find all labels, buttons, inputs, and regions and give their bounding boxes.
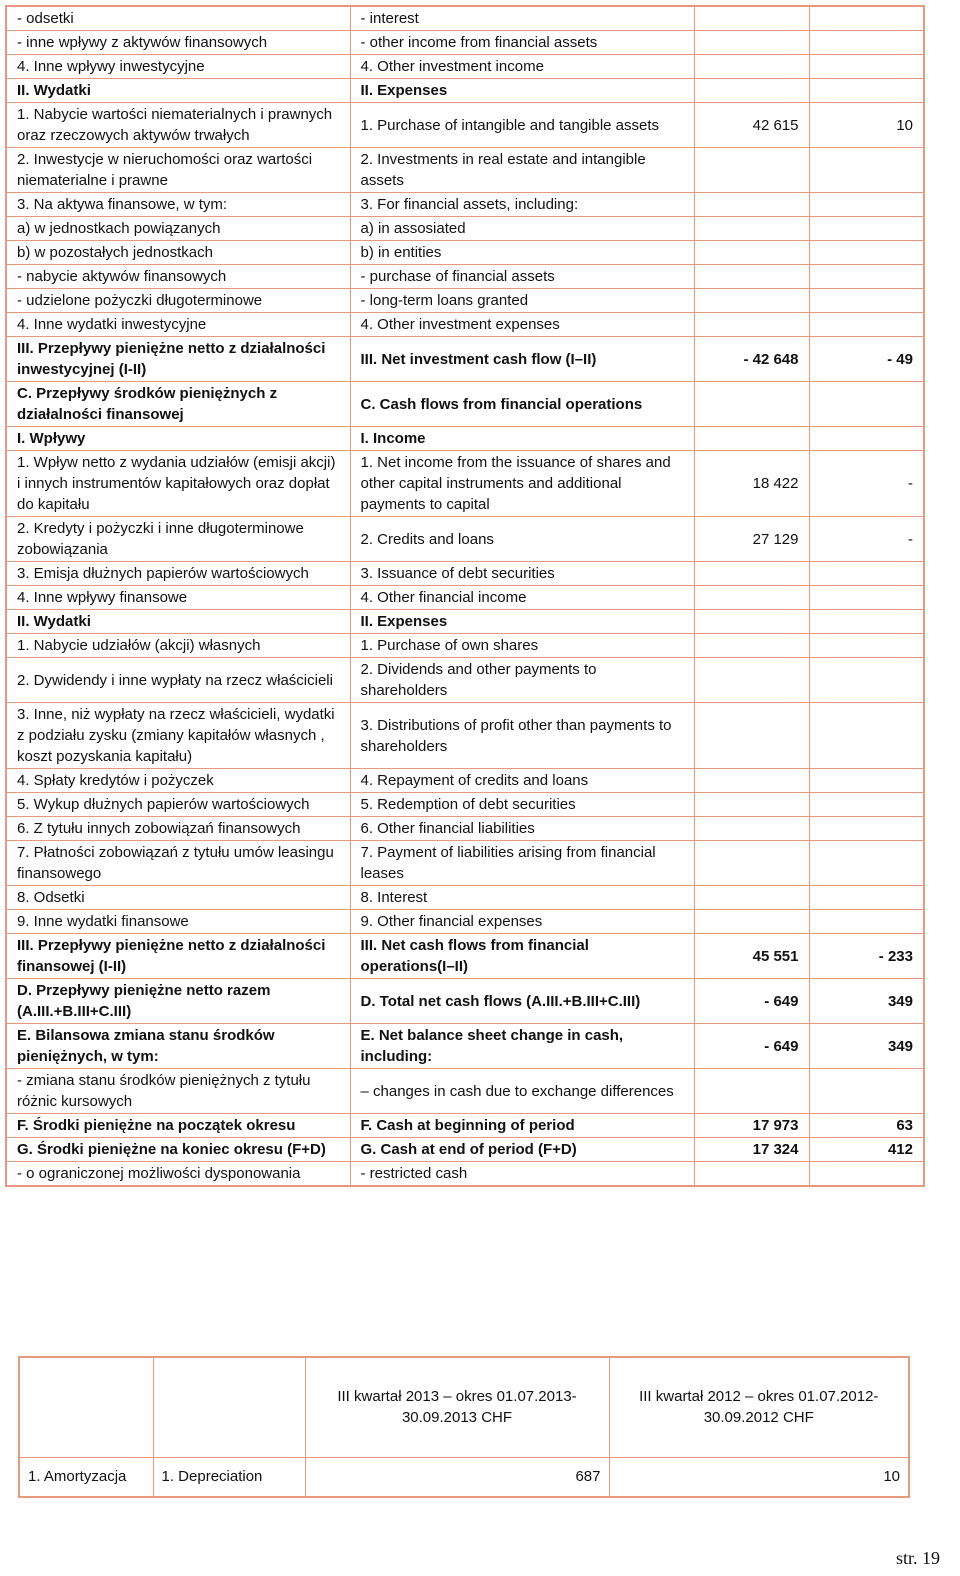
label-pl: 5. Wykup dłużnych papierów wartościowych — [6, 793, 350, 817]
value-2012 — [809, 769, 924, 793]
value-2012: 63 — [809, 1114, 924, 1138]
label-en: 2. Dividends and other payments to shareholders — [350, 658, 694, 703]
value-2012 — [809, 313, 924, 337]
value-2012 — [809, 841, 924, 886]
value-2012: 349 — [809, 1024, 924, 1069]
table-row — [6, 427, 924, 451]
label-en: 4. Repayment of credits and loans — [350, 769, 694, 793]
value-2013 — [694, 289, 809, 313]
value-2012 — [809, 217, 924, 241]
table-row — [6, 586, 924, 610]
value-2013 — [694, 241, 809, 265]
value-2012: - 233 — [809, 934, 924, 979]
label-pl: I. Wpływy — [6, 427, 350, 451]
value-2012: 10 — [809, 103, 924, 148]
label-pl: - o ograniczonej możliwości dysponowania — [6, 1162, 350, 1187]
value-2013 — [694, 193, 809, 217]
label-en: - other income from financial assets — [350, 31, 694, 55]
value-2013: 42 615 — [694, 103, 809, 148]
label-pl: II. Wydatki — [6, 79, 350, 103]
label-pl: - nabycie aktywów finansowych — [6, 265, 350, 289]
value-2012 — [809, 886, 924, 910]
value-2013: - 649 — [694, 1024, 809, 1069]
table-row — [6, 289, 924, 313]
value-2012 — [809, 562, 924, 586]
table-row — [6, 337, 924, 382]
label-en: - purchase of financial assets — [350, 265, 694, 289]
label-en: III. Net investment cash flow (I–II) — [350, 337, 694, 382]
value-2012 — [809, 703, 924, 769]
label-en: 8. Interest — [350, 886, 694, 910]
label-pl: 3. Inne, niż wypłaty na rzecz właścicieli, wydatki z podziału zysku (zmiany kapitałów własnych , koszt pozyskania kapitału) — [6, 703, 350, 769]
label-pl: 4. Inne wydatki inwestycyjne — [6, 313, 350, 337]
value-2013 — [694, 817, 809, 841]
label-en: 1. Purchase of intangible and tangible assets — [350, 103, 694, 148]
table-row — [6, 841, 924, 886]
row-label-pl: 1. Amortyzacja — [19, 1457, 153, 1497]
label-en: 3. For financial assets, including: — [350, 193, 694, 217]
row-label-en: 1. Depreciation — [153, 1457, 305, 1497]
table-row — [6, 979, 924, 1024]
header-2013: III kwartał 2013 – okres 01.07.2013-30.09.2013 CHF — [305, 1357, 609, 1457]
label-en: - interest — [350, 6, 694, 31]
value-2013 — [694, 562, 809, 586]
table-row — [6, 562, 924, 586]
label-en: F. Cash at beginning of period — [350, 1114, 694, 1138]
label-pl: F. Środki pieniężne na początek okresu — [6, 1114, 350, 1138]
label-en: C. Cash flows from financial operations — [350, 382, 694, 427]
label-en: 4. Other investment income — [350, 55, 694, 79]
table-row — [6, 1069, 924, 1114]
table-row — [6, 103, 924, 148]
value-2013 — [694, 793, 809, 817]
table-row — [6, 79, 924, 103]
label-en: – changes in cash due to exchange differences — [350, 1069, 694, 1114]
value-2012 — [809, 6, 924, 31]
value-2012: 349 — [809, 979, 924, 1024]
table-row — [6, 703, 924, 769]
value-2012 — [809, 289, 924, 313]
label-en: 4. Other financial income — [350, 586, 694, 610]
label-pl: 1. Nabycie wartości niematerialnych i prawnych oraz rzeczowych aktywów trwałych — [6, 103, 350, 148]
label-pl: 6. Z tytułu innych zobowiązań finansowych — [6, 817, 350, 841]
table-row — [6, 265, 924, 289]
table-row — [6, 793, 924, 817]
table-row — [6, 1024, 924, 1069]
value-2012: - 49 — [809, 337, 924, 382]
label-en: D. Total net cash flows (A.III.+B.III+C.III) — [350, 979, 694, 1024]
value-2012 — [809, 148, 924, 193]
label-en: 4. Other investment expenses — [350, 313, 694, 337]
value-2013 — [694, 55, 809, 79]
table-row — [6, 886, 924, 910]
depreciation-table — [18, 1356, 910, 1498]
label-pl: C. Przepływy środków pieniężnych z działalności finansowej — [6, 382, 350, 427]
label-en: 1. Net income from the issuance of shares and other capital instruments and additional payments to capital — [350, 451, 694, 517]
empty-header-cell — [19, 1357, 153, 1457]
label-pl: 1. Nabycie udziałów (akcji) własnych — [6, 634, 350, 658]
label-en: II. Expenses — [350, 610, 694, 634]
label-en: - restricted cash — [350, 1162, 694, 1187]
table-row — [6, 1162, 924, 1187]
value-2013 — [694, 610, 809, 634]
label-en: - long-term loans granted — [350, 289, 694, 313]
label-pl: - odsetki — [6, 6, 350, 31]
value-2013 — [694, 148, 809, 193]
label-pl: III. Przepływy pieniężne netto z działalności finansowej (I-II) — [6, 934, 350, 979]
label-pl: 3. Na aktywa finansowe, w tym: — [6, 193, 350, 217]
table-row — [6, 148, 924, 193]
value-2012 — [809, 910, 924, 934]
table-row — [6, 610, 924, 634]
table-row — [6, 313, 924, 337]
table-row — [6, 658, 924, 703]
table-row — [6, 934, 924, 979]
label-pl: 3. Emisja dłużnych papierów wartościowych — [6, 562, 350, 586]
value-2012 — [809, 31, 924, 55]
value-2012 — [809, 658, 924, 703]
table-row — [6, 517, 924, 562]
table-row — [6, 217, 924, 241]
label-en: III. Net cash flows from financial operations(I–II) — [350, 934, 694, 979]
depreciation-header-row — [19, 1357, 909, 1457]
value-2012 — [809, 817, 924, 841]
value-2013: 17 324 — [694, 1138, 809, 1162]
label-en: II. Expenses — [350, 79, 694, 103]
label-en: 2. Investments in real estate and intangible assets — [350, 148, 694, 193]
cash-flow-table — [5, 5, 925, 1187]
value-2013 — [694, 217, 809, 241]
value-2012 — [809, 241, 924, 265]
label-pl: 2. Kredyty i pożyczki i inne długoterminowe zobowiązania — [6, 517, 350, 562]
depreciation-row — [19, 1457, 909, 1497]
label-pl: D. Przepływy pieniężne netto razem (A.III.+B.III+C.III) — [6, 979, 350, 1024]
label-pl: G. Środki pieniężne na koniec okresu (F+D) — [6, 1138, 350, 1162]
value-2013: - 649 — [694, 979, 809, 1024]
table-row — [6, 193, 924, 217]
label-pl: - udzielone pożyczki długoterminowe — [6, 289, 350, 313]
page-number: str. 19 — [896, 1548, 941, 1568]
value-2013 — [694, 1162, 809, 1187]
label-en: 6. Other financial liabilities — [350, 817, 694, 841]
table-row — [6, 634, 924, 658]
table-row — [6, 817, 924, 841]
value-2013: 45 551 — [694, 934, 809, 979]
table-row — [6, 451, 924, 517]
label-pl: 4. Inne wpływy inwestycyjne — [6, 55, 350, 79]
value-2012 — [809, 610, 924, 634]
value-2012 — [809, 1069, 924, 1114]
value-2012 — [809, 382, 924, 427]
value-2013: 687 — [305, 1457, 609, 1497]
label-en: G. Cash at end of period (F+D) — [350, 1138, 694, 1162]
table-row — [6, 1114, 924, 1138]
value-2012: 412 — [809, 1138, 924, 1162]
label-pl: E. Bilansowa zmiana stanu środków pieniężnych, w tym: — [6, 1024, 350, 1069]
label-pl: 4. Inne wpływy finansowe — [6, 586, 350, 610]
value-2013 — [694, 427, 809, 451]
value-2013 — [694, 586, 809, 610]
value-2013: - 42 648 — [694, 337, 809, 382]
label-pl: 2. Inwestycje w nieruchomości oraz wartości niematerialne i prawne — [6, 148, 350, 193]
value-2013 — [694, 910, 809, 934]
value-2012: - — [809, 451, 924, 517]
table-row — [6, 910, 924, 934]
label-pl: 2. Dywidendy i inne wypłaty na rzecz właścicieli — [6, 658, 350, 703]
value-2012 — [809, 1162, 924, 1187]
value-2012 — [809, 427, 924, 451]
label-en: b) in entities — [350, 241, 694, 265]
label-pl: II. Wydatki — [6, 610, 350, 634]
label-en: I. Income — [350, 427, 694, 451]
value-2013 — [694, 703, 809, 769]
label-pl: - zmiana stanu środków pieniężnych z tytułu różnic kursowych — [6, 1069, 350, 1114]
value-2012 — [809, 265, 924, 289]
value-2013 — [694, 31, 809, 55]
table-row — [6, 6, 924, 31]
value-2012 — [809, 634, 924, 658]
value-2013 — [694, 769, 809, 793]
value-2013: 17 973 — [694, 1114, 809, 1138]
label-pl: - inne wpływy z aktywów finansowych — [6, 31, 350, 55]
empty-header-cell — [153, 1357, 305, 1457]
label-pl: III. Przepływy pieniężne netto z działalności inwestycyjnej (I-II) — [6, 337, 350, 382]
table-row — [6, 1138, 924, 1162]
label-en: 2. Credits and loans — [350, 517, 694, 562]
value-2013 — [694, 265, 809, 289]
value-2012 — [809, 55, 924, 79]
table-row — [6, 382, 924, 427]
table-row — [6, 769, 924, 793]
label-pl: 1. Wpływ netto z wydania udziałów (emisji akcji) i innych instrumentów kapitałowych oraz dopłat do kapitału — [6, 451, 350, 517]
value-2013 — [694, 313, 809, 337]
value-2013 — [694, 1069, 809, 1114]
label-pl: 9. Inne wydatki finansowe — [6, 910, 350, 934]
value-2013: 18 422 — [694, 451, 809, 517]
label-en: 3. Issuance of debt securities — [350, 562, 694, 586]
label-pl: b) w pozostałych jednostkach — [6, 241, 350, 265]
table-row — [6, 241, 924, 265]
value-2013 — [694, 6, 809, 31]
value-2013 — [694, 382, 809, 427]
label-en: 5. Redemption of debt securities — [350, 793, 694, 817]
label-pl: 4. Spłaty kredytów i pożyczek — [6, 769, 350, 793]
value-2012: - — [809, 517, 924, 562]
label-pl: 7. Płatności zobowiązań z tytułu umów leasingu finansowego — [6, 841, 350, 886]
label-pl: a) w jednostkach powiązanych — [6, 217, 350, 241]
label-en: a) in assosiated — [350, 217, 694, 241]
value-2013 — [694, 886, 809, 910]
label-pl: 8. Odsetki — [6, 886, 350, 910]
value-2012 — [809, 586, 924, 610]
value-2012 — [809, 793, 924, 817]
value-2013 — [694, 841, 809, 886]
label-en: 1. Purchase of own shares — [350, 634, 694, 658]
table-row — [6, 31, 924, 55]
value-2013 — [694, 79, 809, 103]
label-en: E. Net balance sheet change in cash, including: — [350, 1024, 694, 1069]
label-en: 3. Distributions of profit other than payments to shareholders — [350, 703, 694, 769]
value-2012 — [809, 79, 924, 103]
table-row — [6, 55, 924, 79]
value-2013 — [694, 658, 809, 703]
value-2012: 10 — [609, 1457, 909, 1497]
value-2013: 27 129 — [694, 517, 809, 562]
label-en: 9. Other financial expenses — [350, 910, 694, 934]
header-2012: III kwartał 2012 – okres 01.07.2012-30.09.2012 CHF — [609, 1357, 909, 1457]
label-en: 7. Payment of liabilities arising from financial leases — [350, 841, 694, 886]
value-2013 — [694, 634, 809, 658]
value-2012 — [809, 193, 924, 217]
